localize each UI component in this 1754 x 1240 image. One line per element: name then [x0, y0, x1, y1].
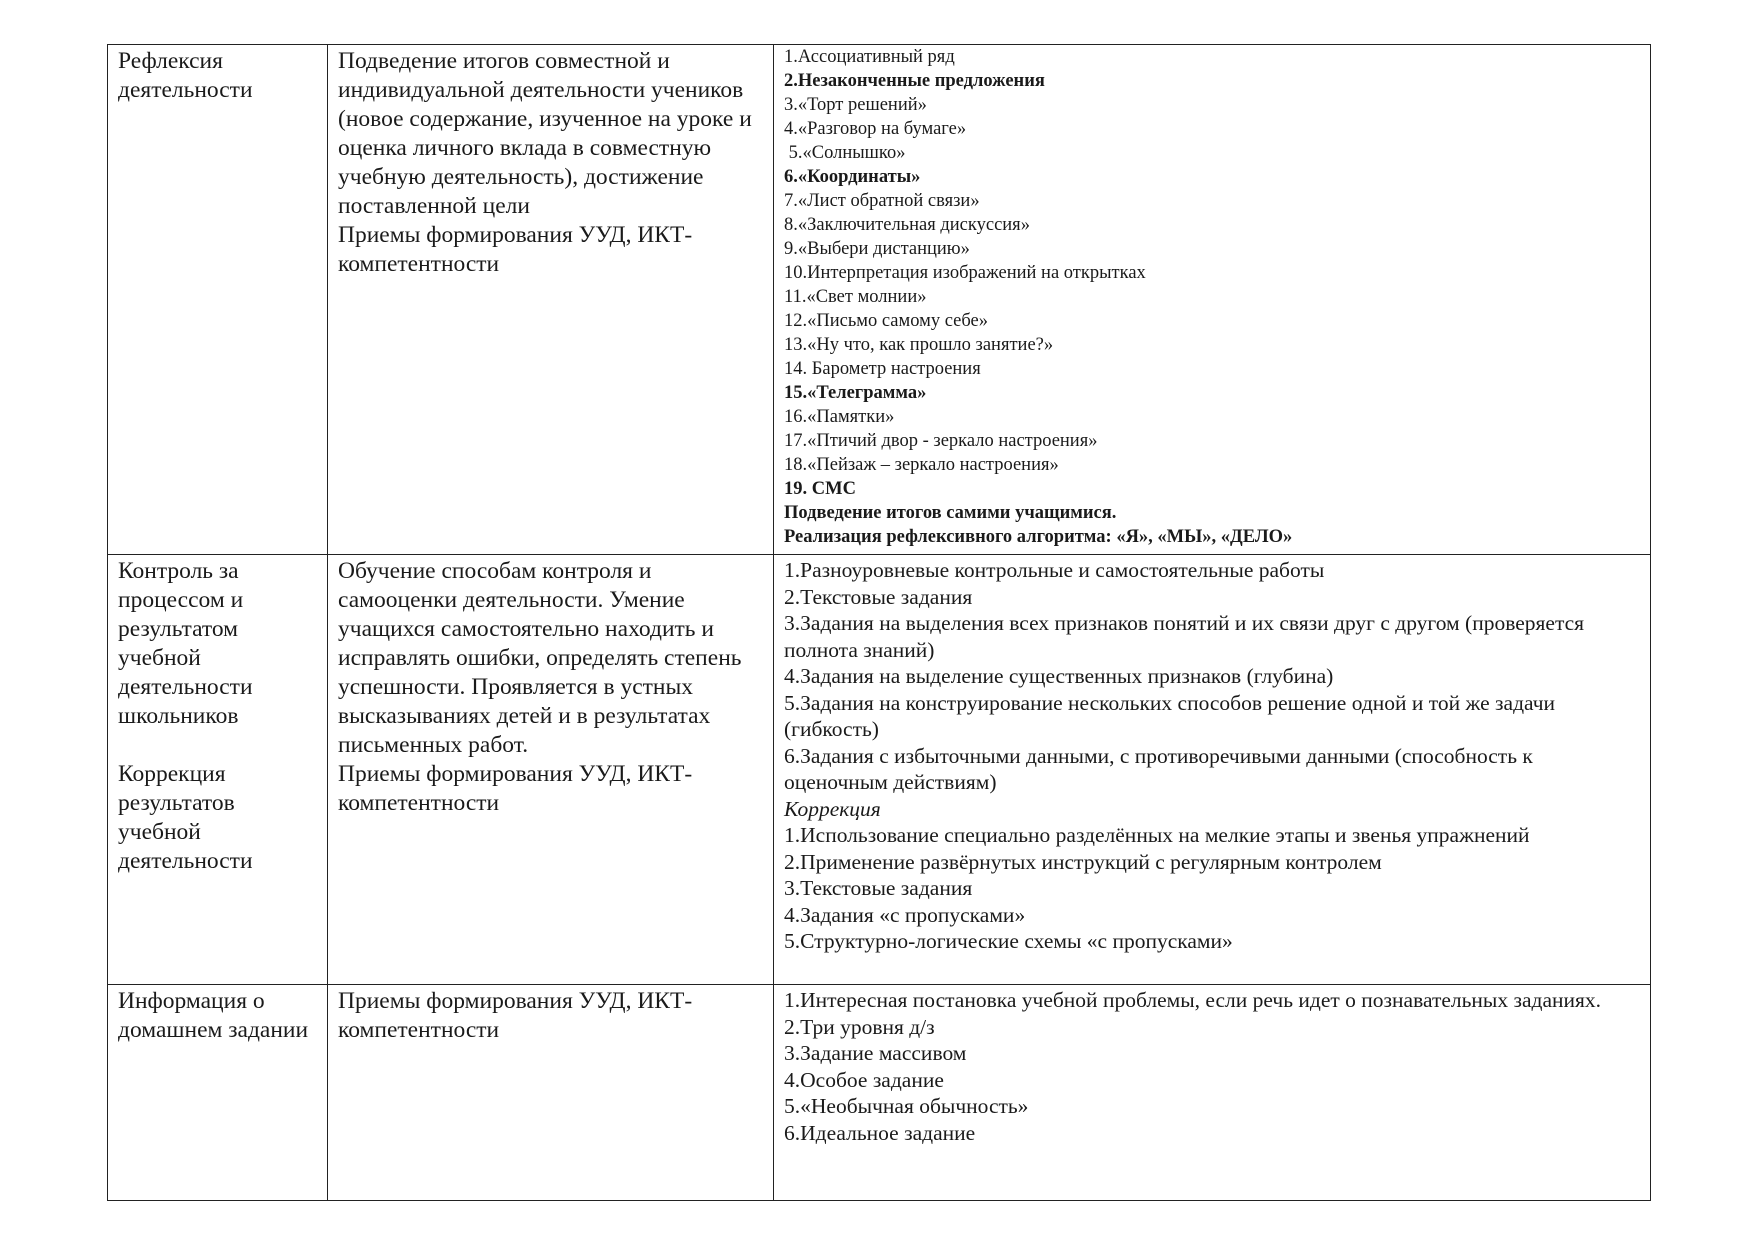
stage-cell	[108, 45, 328, 555]
list-item: 4.Особое задание	[784, 1067, 944, 1092]
list-item: 3.Текстовые задания	[784, 876, 973, 900]
list-item: 16.«Памятки»	[784, 407, 895, 427]
lesson-stages-table	[107, 44, 1651, 1201]
content-cell	[328, 45, 774, 555]
list-item: 6.Задания с избыточными данными, с противоречивыми данными (способность к оценочным действиям)	[784, 743, 1533, 794]
list-item: 15.«Телеграмма»	[784, 383, 927, 403]
content-cell	[328, 985, 774, 1201]
list-item: 6.Идеальное задание	[784, 1120, 976, 1145]
list-item: 12.«Письмо самому себе»	[784, 311, 988, 331]
techniques-cell	[774, 985, 1651, 1201]
list-item: 3.Задание массивом	[784, 1041, 967, 1065]
list-item: 14. Барометр настроения	[784, 359, 981, 379]
list-item: 4.Задания на выделение существенных признаков (глубина)	[784, 664, 1334, 688]
content-cell	[328, 555, 774, 985]
list-item: 5.Структурно-логические схемы «с пропусками»	[784, 929, 1233, 953]
list-item: 10.Интерпретация изображений на открытках	[784, 263, 1146, 283]
techniques-cell	[774, 555, 1651, 985]
table-row	[108, 555, 1651, 985]
list-item: 1.Ассоциативный ряд	[784, 47, 955, 67]
stage-cell	[108, 555, 328, 985]
list-item: 1.Разноуровневые контрольные и самостоятельные работы	[784, 558, 1325, 582]
list-item: 5.«Необычная обычность»	[784, 1094, 1029, 1118]
stage-name: Информация о домашнем задании	[118, 988, 309, 1043]
correction-title: Коррекция	[784, 796, 881, 821]
list-item: 8.«Заключительная дискуссия»	[784, 215, 1030, 235]
list-item: 5.«Солнышко»	[784, 143, 906, 163]
list-item: 11.«Свет молнии»	[784, 287, 927, 307]
list-item: 2.Незаконченные предложения	[784, 71, 1045, 91]
list-item: 7.«Лист обратной связи»	[784, 191, 980, 211]
list-item: Подведение итогов самими учащимися.	[784, 503, 1117, 523]
list-item: 6.«Координаты»	[784, 167, 921, 187]
list-item: 9.«Выбери дистанцию»	[784, 239, 970, 259]
list-item: 13.«Ну что, как прошло занятие?»	[784, 335, 1054, 355]
list-item: 5.Задания на конструирование нескольких способов решение одной и той же задачи (гибкость)	[784, 690, 1556, 741]
list-item: 18.«Пейзаж – зеркало настроения»	[784, 455, 1059, 475]
list-item: 4.«Разговор на бумаге»	[784, 119, 967, 139]
list-item: Реализация рефлексивного алгоритма: «Я», «МЫ», «ДЕЛО»	[784, 527, 1293, 547]
techniques-cell	[774, 45, 1651, 555]
methods-title: Приемы формирования УУД, ИКТ-компетентности	[338, 988, 693, 1043]
stage-content: Подведение итогов совместной и индивидуальной деятельности учеников (новое содержание, изученное на уроке и оценка личного вклада в совместную учебную деятельность), достижение поставленной цели	[338, 48, 752, 219]
list-item: 4.Задания «с пропусками»	[784, 902, 1026, 927]
table-row	[108, 45, 1651, 555]
list-item: 2.Применение развёрнутых инструкций с регулярным контролем	[784, 849, 1382, 874]
list-item: 19. СМС	[784, 479, 856, 499]
list-item: 3.«Торт решений»	[784, 95, 927, 115]
list-item: 3.Задания на выделения всех признаков понятий и их связи друг с другом (проверяется полнота знаний)	[784, 611, 1585, 662]
methods-title: Приемы формирования УУД, ИКТ-компетентности	[338, 222, 693, 277]
methods-title: Приемы формирования УУД, ИКТ-компетентности	[338, 761, 693, 816]
list-item: 2.Три уровня д/з	[784, 1014, 935, 1039]
stage-name: Контроль за процессом и результатом учебной деятельности школьников	[118, 558, 253, 729]
stage-cell	[108, 985, 328, 1201]
spacer	[118, 731, 317, 760]
stage-name: Рефлексия деятельности	[118, 48, 253, 103]
table-row	[108, 985, 1651, 1201]
list-item: 1.Интересная постановка учебной проблемы, если речь идет о познавательных заданиях.	[784, 988, 1602, 1012]
stage-name-correction: Коррекция результатов учебной деятельности	[118, 761, 253, 874]
list-item: 17.«Птичий двор - зеркало настроения»	[784, 431, 1098, 451]
list-item: 1.Использование специально разделённых на мелкие этапы и звенья упражнений	[784, 823, 1530, 847]
stage-content: Обучение способам контроля и самооценки деятельности. Умение учащихся самостоятельно находить и исправлять ошибки, определять степень успешности. Проявляется в устных высказываниях детей и в результатах письменных работ.	[338, 558, 742, 758]
list-item: 2.Текстовые задания	[784, 584, 973, 609]
